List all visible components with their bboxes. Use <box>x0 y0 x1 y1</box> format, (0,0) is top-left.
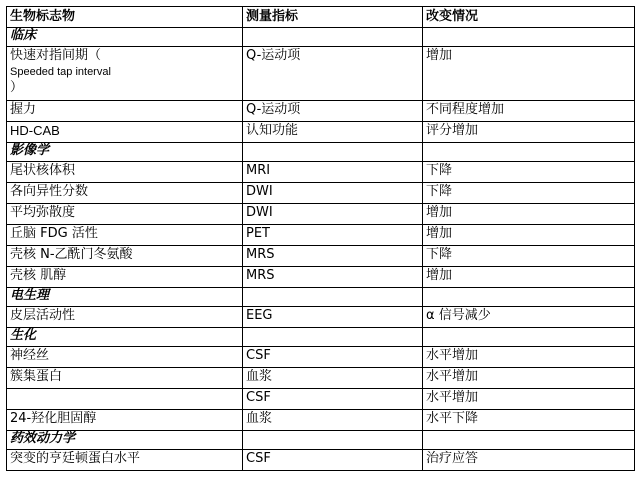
biomarker-line: HD-CAB <box>10 123 60 138</box>
table-row <box>7 204 635 225</box>
biomarker-line: Speeded tap interval <box>10 66 111 78</box>
table-row <box>7 101 635 122</box>
table-row <box>7 410 635 431</box>
table-row <box>7 225 635 246</box>
biomarker-cell <box>7 246 243 267</box>
measure-cell: CSF <box>243 389 423 410</box>
table-row <box>7 47 635 101</box>
section-row <box>7 288 635 307</box>
biomarker-cell <box>7 307 243 328</box>
biomarker-line: 握力 <box>10 102 37 117</box>
table-body <box>7 28 635 471</box>
change-cell: 水平增加 <box>423 389 635 410</box>
biomarker-line: 突变的亨廷顿蛋白水平 <box>10 451 141 466</box>
biomarker-line: 尾状核体积 <box>10 163 76 178</box>
section-row <box>7 431 635 450</box>
measure-cell: Q-运动项 <box>243 101 423 122</box>
table-row <box>7 122 635 143</box>
table-row <box>7 183 635 204</box>
change-cell: 增加 <box>423 47 635 101</box>
biomarker-line: 24-羟化胆固醇 <box>10 411 97 426</box>
change-cell: 增加 <box>423 225 635 246</box>
section-title: 电生理 <box>7 288 243 307</box>
biomarker-cell <box>7 122 243 143</box>
section-title: 药效动力学 <box>7 431 243 450</box>
biomarker-line: 快速对指间期（ <box>10 48 102 63</box>
biomarker-cell <box>7 47 243 101</box>
section-row <box>7 28 635 47</box>
change-cell: 下降 <box>423 183 635 204</box>
table-row <box>7 450 635 471</box>
measure-cell: DWI <box>243 183 423 204</box>
biomarker-line: 簇集蛋白 <box>10 369 63 384</box>
change-cell: 水平下降 <box>423 410 635 431</box>
measure-cell: MRI <box>243 162 423 183</box>
change-cell: 增加 <box>423 204 635 225</box>
header-row <box>7 7 635 28</box>
measure-cell: 认知功能 <box>243 122 423 143</box>
empty-cell <box>243 328 423 347</box>
empty-cell <box>243 288 423 307</box>
biomarker-cell <box>7 410 243 431</box>
biomarker-line: 壳核 肌醇 <box>10 268 67 283</box>
change-cell: 不同程度增加 <box>423 101 635 122</box>
change-cell: 评分增加 <box>423 122 635 143</box>
section-title: 生化 <box>7 328 243 347</box>
table-row <box>7 307 635 328</box>
measure-cell: 血浆 <box>243 410 423 431</box>
table-row <box>7 246 635 267</box>
table-row <box>7 162 635 183</box>
biomarker-cell <box>7 225 243 246</box>
header-change: 改变情况 <box>423 7 635 28</box>
biomarker-cell <box>7 368 243 389</box>
empty-cell <box>243 28 423 47</box>
empty-cell <box>243 431 423 450</box>
biomarker-line: 各向异性分数 <box>10 184 89 199</box>
empty-cell <box>423 143 635 162</box>
header-biomarker: 生物标志物 <box>7 7 243 28</box>
measure-cell: CSF <box>243 347 423 368</box>
measure-cell: MRS <box>243 267 423 288</box>
biomarker-cell <box>7 347 243 368</box>
measure-cell: MRS <box>243 246 423 267</box>
biomarker-cell <box>7 267 243 288</box>
change-cell: 下降 <box>423 162 635 183</box>
measure-cell: Q-运动项 <box>243 47 423 101</box>
measure-cell: DWI <box>243 204 423 225</box>
section-row <box>7 328 635 347</box>
header-measure: 测量指标 <box>243 7 423 28</box>
measure-cell: 血浆 <box>243 368 423 389</box>
measure-cell: PET <box>243 225 423 246</box>
table-row <box>7 347 635 368</box>
change-cell: 水平增加 <box>423 368 635 389</box>
biomarker-line: 壳核 N-乙酰门冬氨酸 <box>10 247 133 262</box>
table-row <box>7 368 635 389</box>
measure-cell: CSF <box>243 450 423 471</box>
measure-cell: EEG <box>243 307 423 328</box>
biomarker-cell <box>7 101 243 122</box>
biomarker-line: 丘脑 FDG 活性 <box>10 226 98 241</box>
empty-cell <box>243 143 423 162</box>
change-cell: α 信号减少 <box>423 307 635 328</box>
change-cell: 下降 <box>423 246 635 267</box>
biomarker-cell <box>7 389 243 410</box>
empty-cell <box>423 328 635 347</box>
biomarker-cell <box>7 183 243 204</box>
change-cell: 增加 <box>423 267 635 288</box>
empty-cell <box>423 288 635 307</box>
biomarker-line: 神经丝 <box>10 348 50 363</box>
biomarker-line: ） <box>10 80 24 95</box>
section-row <box>7 143 635 162</box>
empty-cell <box>423 431 635 450</box>
biomarker-cell <box>7 162 243 183</box>
section-title: 影像学 <box>7 143 243 162</box>
empty-cell <box>423 28 635 47</box>
biomarker-cell <box>7 450 243 471</box>
biomarker-table <box>6 6 635 471</box>
section-title: 临床 <box>7 28 243 47</box>
change-cell: 水平增加 <box>423 347 635 368</box>
table-row <box>7 267 635 288</box>
biomarker-line: 平均弥散度 <box>10 205 76 220</box>
table-row <box>7 389 635 410</box>
biomarker-cell <box>7 204 243 225</box>
change-cell: 治疗应答 <box>423 450 635 471</box>
biomarker-line: 皮层活动性 <box>10 308 76 323</box>
